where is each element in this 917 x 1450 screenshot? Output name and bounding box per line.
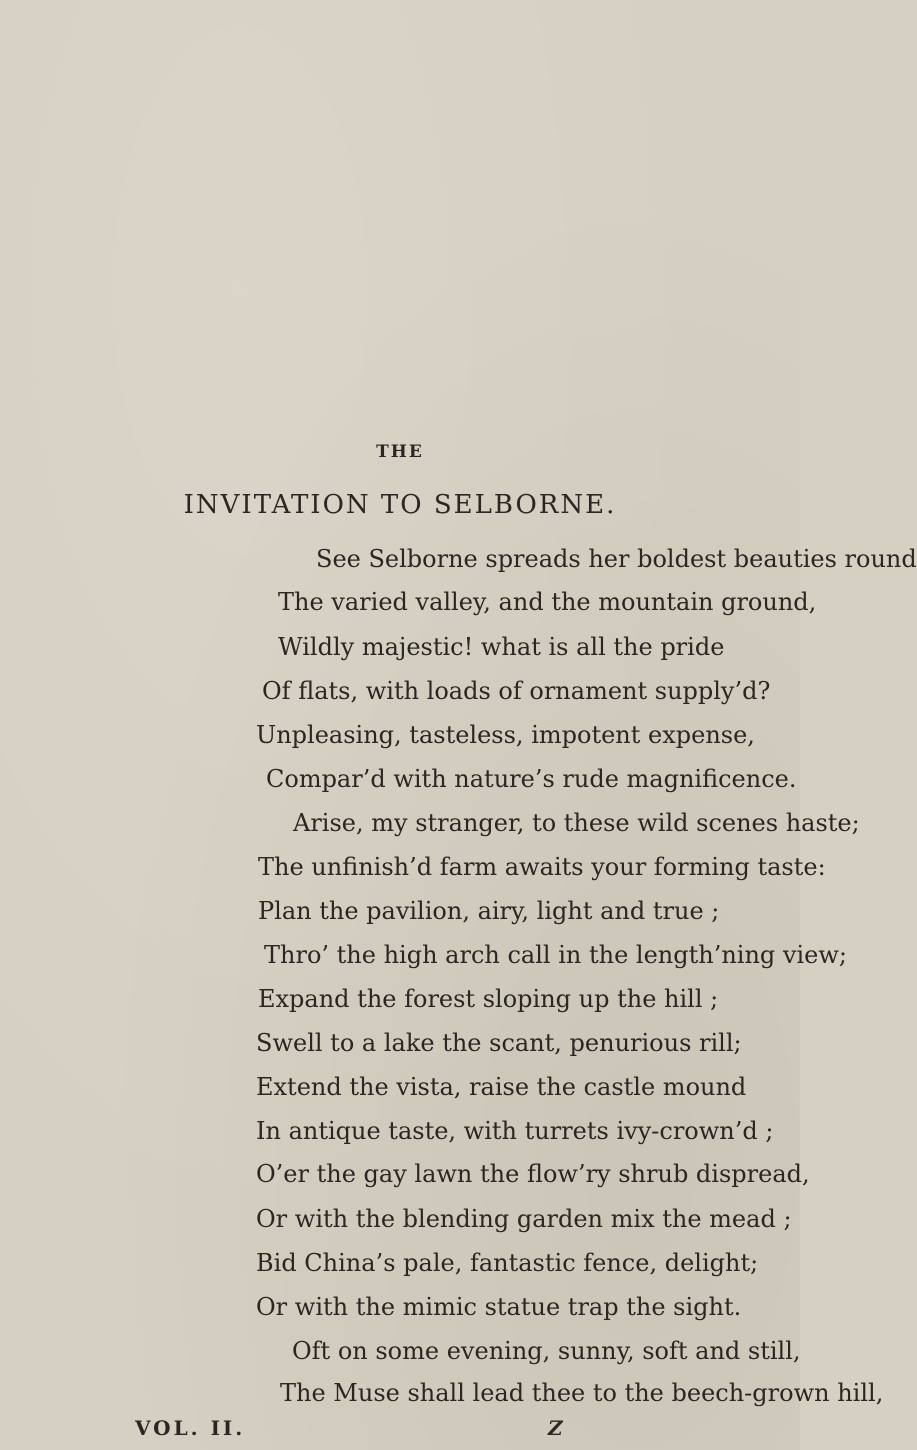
poem-line: Bid China’s pale, fantastic fence, delight; xyxy=(256,1249,759,1277)
poem-line: See Selborne spreads her boldest beauties round xyxy=(316,545,917,573)
gathering-signature: Z xyxy=(548,1416,563,1440)
volume-signature: VOL. II. xyxy=(135,1416,246,1440)
poem-line: Or with the mimic statue trap the sight. xyxy=(256,1293,742,1321)
poem-line: Compar’d with nature’s rude magnificence. xyxy=(266,765,797,793)
poem-title: INVITATION TO SELBORNE. xyxy=(183,490,617,520)
poem-line: Plan the pavilion, airy, light and true ; xyxy=(258,897,720,925)
poem-line: Swell to a lake the scant, penurious rill; xyxy=(256,1029,742,1057)
page-footer xyxy=(0,1416,800,1446)
poem-line: O’er the gay lawn the flow’ry shrub dispread, xyxy=(256,1160,810,1188)
poem-line: Unpleasing, tasteless, impotent expense, xyxy=(256,721,755,749)
poem-line: Of flats, with loads of ornament supply’d? xyxy=(262,677,771,705)
poem-line: In antique taste, with turrets ivy-crown’d ; xyxy=(256,1117,774,1145)
poem-line: Expand the forest sloping up the hill ; xyxy=(258,985,719,1013)
poem-line: The unfinish’d farm awaits your forming taste: xyxy=(258,853,826,881)
poem-line: Wildly majestic! what is all the pride xyxy=(278,633,725,661)
title-prefix: THE xyxy=(376,442,424,462)
poem-line: Or with the blending garden mix the mead ; xyxy=(256,1205,792,1233)
poem-line: The varied valley, and the mountain ground, xyxy=(278,588,817,616)
poem-line: Arise, my stranger, to these wild scenes haste; xyxy=(293,809,860,837)
poem-line: Thro’ the high arch call in the length’ning view; xyxy=(264,941,847,969)
poem-line: Extend the vista, raise the castle mound xyxy=(256,1073,747,1101)
poem-line: Oft on some evening, sunny, soft and still, xyxy=(292,1337,801,1365)
poem-line: The Muse shall lead thee to the beech-grown hill, xyxy=(280,1379,884,1407)
